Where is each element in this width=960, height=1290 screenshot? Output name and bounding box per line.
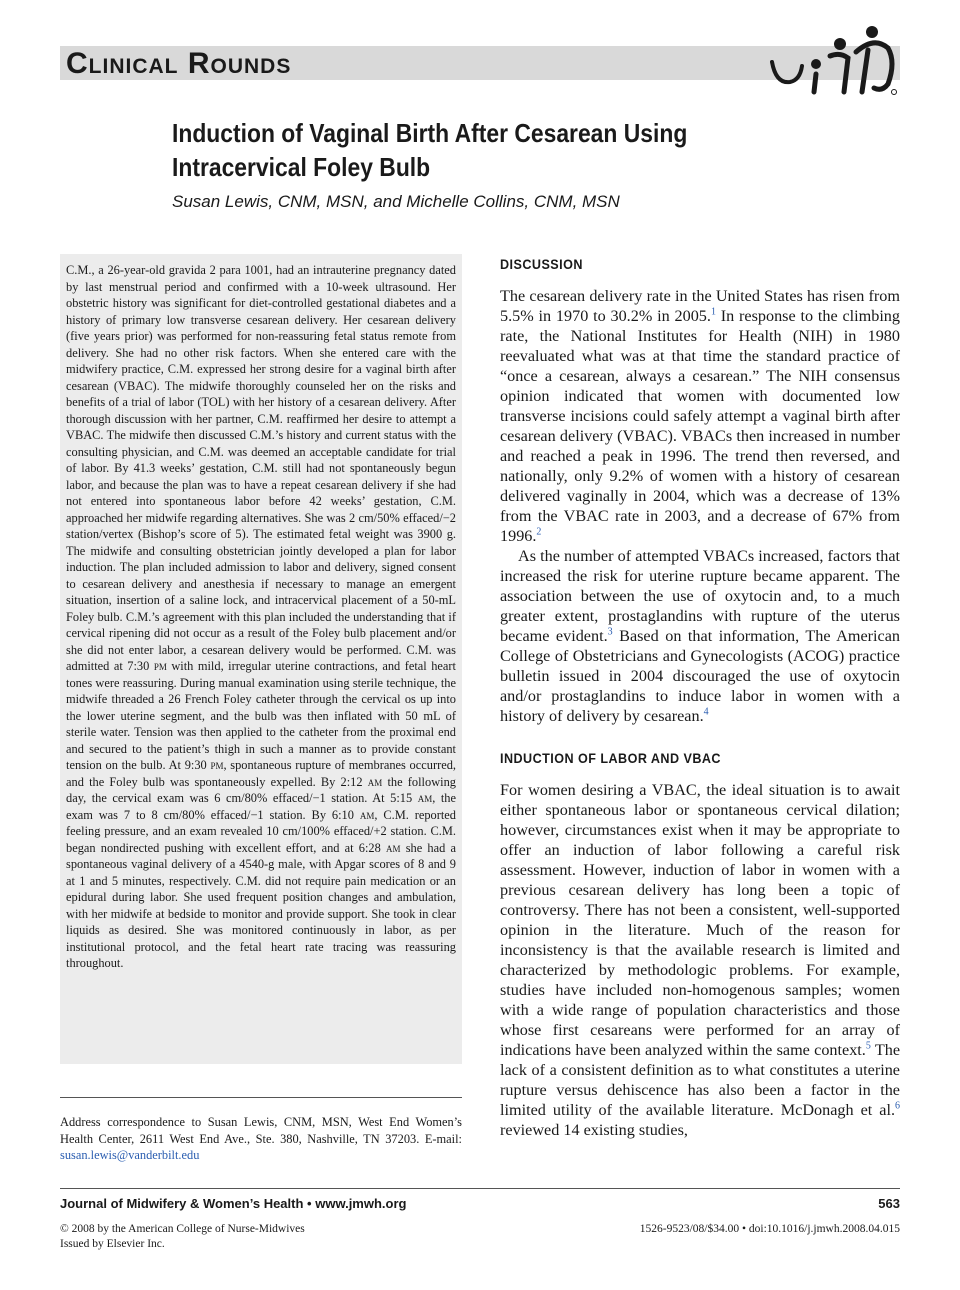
reference-5-link[interactable]: 5	[865, 1040, 871, 1052]
footer-divider	[60, 1188, 900, 1189]
issn-doi: 1526-9523/08/$34.00 • doi:10.1016/j.jmwh.2008.04.015	[639, 1223, 900, 1235]
reference-3-link[interactable]: 3	[607, 626, 613, 638]
reference-2-link[interactable]: 2	[536, 526, 542, 538]
correspondence-divider	[60, 1097, 462, 1098]
correspondence-address: Address correspondence to Susan Lewis, CNM, MSN, West End Women’s Health Center, 2611 West End Ave., Ste. 380, Nashville, TN 37203. E-mail: susan.lewis@vanderbilt.edu	[60, 1115, 462, 1162]
discussion-paragraph-2: As the number of attempted VBACs increased, factors that increased the risk for uterine rupture became apparent. The association between the use of oxytocin and, to a much greater extent, prostaglandins with rupture of the uterus became evident.$^3$ Based on that information, The American College of Obstetricians and Gynecologists (ACOG) practice bulletin issued in 2004 discouraged the use of oxytocin and/or prostaglandins to induce labor in women with a history of delivery by cesarean.$^4$	[500, 547, 900, 725]
copyright-notice: © 2008 by the American College of Nurse-Midwives Issued by Elsevier Inc.	[60, 1223, 305, 1250]
doi-text: doi:10.1016/j.jmwh.2008.04.015	[748, 1223, 900, 1235]
acnm-logo	[764, 22, 900, 98]
reference-4-link[interactable]: 4	[703, 706, 709, 718]
right-column	[500, 256, 900, 1140]
journal-url-link[interactable]: www.jmwh.org	[315, 1196, 407, 1211]
reference-1-link[interactable]: 1	[710, 306, 716, 318]
page-number: 563	[878, 1196, 900, 1211]
induction-heading: INDUCTION OF LABOR AND VBAC	[500, 750, 721, 766]
correspondence-email-link[interactable]: susan.lewis@vanderbilt.edu	[60, 1148, 200, 1162]
case-presentation-box	[60, 254, 462, 1064]
section-title: Clinical Rounds	[66, 47, 292, 80]
discussion-heading: DISCUSSION	[500, 256, 583, 272]
reference-6-link[interactable]: 6	[895, 1100, 900, 1112]
journal-name: Journal of Midwifery & Women’s Health • www.jmwh.org	[60, 1196, 407, 1211]
article-authors: Susan Lewis, CNM, MSN, and Michelle Collins, CNM, MSN	[172, 192, 620, 211]
induction-paragraph-1: For women desiring a VBAC, the ideal situation is to await either spontaneous labor or spontaneous cervical dilation; however, circumstances exist when it may be appropriate to offer an induction of labor following a careful risk assessment. However, induction of labor in women with a previous cesarean delivery has long been a topic of controversy. There has not been a consistent, well-supported opinion in the literature. Much of the reason for inconsistency is that the available research is limited and characterized by methodologic problems. For example, studies have included non-homogenous samples; women with a wide range of population characteristics and those whose first cesareans were performed for an array of indications have been analyzed within the same context.$^5$ The lack of a consistent definition as to what constitutes a uterine rupture versus dehiscence has also been a factor in the limited utility of the available literature. McDonagh et al.$^6$ reviewed 14 existing studies,	[500, 781, 901, 1139]
case-text: C.M., a 26-year-old gravida 2 para 1001, had an intrauterine pregnancy dated by last menstrual period and confirmed with a 10-week ultrasound. Her obstetric history was significant for diet-controlled gestational diabetes and a history of primary low transverse cesarean delivery. Her cesarean delivery (five years prior) was performed for non-reassuring fetal status remote from delivery. She had no other risk factors. When she entered care with the midwifery practice, C.M. expressed her strong desire for a vaginal birth after cesarean (VBAC). The midwife thoroughly counseled her on the risks and benefits of a trial of labor (TOL) with her history of a cesarean delivery. After thorough discussion with her partner, C.M. reaffirmed her desire to attempt a VBAC. The midwife then discussed C.M.’s history and current status with the consulting physician, and C.M. was deemed an acceptable candidate for trial of labor. By 41.3 weeks’ gestation, C.M. still had not spontaneously begun labor, and because the plan was to have a repeat cesarean delivery if she had not entered into spontaneous labor before 42 weeks’ gestation, C.M. approached her midwife regarding alternatives. She was 2 cm/50% effaced/−2 station/vertex (Bishop’s score of 5). The estimated fetal weight was 3900 g. The midwife and consulting obstetrician jointly developed a plan for labor induction. The plan included admission to labor and delivery, signed consent to cesarean delivery and anesthesia if necessary to manage an emergent situation, insertion of a saline lock, and intracervical placement of a 50-mL Foley bulb. C.M.’s agreement with this plan included the understanding that if cervical ripening did not occur as a result of the Foley bulb placement and/or she did not enter labor, a cesarean delivery would be performed. C.M. was admitted at 7:30 pm with mild, irregular uterine contractions, and fetal heart tones were reassuring. During manual examination using sterile technique, the midwife threaded a 26 French Foley catheter through the cervical os up into the lower uterine segment, and the bulb was then inflated with 50 mL of sterile water. Tension was then applied to the catheter from the proximal end and secured to the patient’s thigh in such a manner as to provide constant tension on the bulb. At 9:30 pm, spontaneous rupture of membranes occurred, and the Foley bulb was spontaneously expelled. By 2:12 am the following day, the cervical exam was 6 cm/80% effaced/−1 station. At 5:15 am, the exam was 7 to 8 cm/80% effaced/−1 station. By 6:10 am, C.M. reported feeling pressure, and an exam revealed 10 cm/100% effaced/+2 station. C.M. began nondirected pushing with excellent effort, and at 6:28 am she had a spontaneous vaginal delivery of a 4540-g male, with Apgar scores of 8 and 9 at 1 and 5 minutes, respectively. C.M. did not require pain medication or an epidural during labor. She used frequent position changes and ambulation, with her midwife at bedside to monitor and provide support. She took in clear liquids as desired. She was monitored continuously in labor, as per institutional protocol, and the fetal heart rate tracing was reassuring throughout.	[66, 263, 457, 970]
article-title: Induction of Vaginal Birth After Cesarean Using Intracervical Foley Bulb	[172, 118, 688, 182]
discussion-paragraph-1: The cesarean delivery rate in the United States has risen from 5.5% in 1970 to 30.2% in 2005.$^1$ In response to the climbing rate, the National Institutes for Health (NIH) in 1980 reevaluated what was at that time the standard practice of “once a cesarean, always a cesarean.” The NIH consensus opinion indicated that women with documented low transverse incisions could safely attempt a vaginal birth after cesarean delivery (VBAC). VBACs then increased in number and reached a peak in 1996. The trend then reversed, and nationally, only 9.2% of women with a history of cesarean delivered vaginally in 2004, which was a decrease of 13% from the VBAC rate in 2003, and a decrease of 67% from 1996.$^2$	[500, 287, 900, 545]
